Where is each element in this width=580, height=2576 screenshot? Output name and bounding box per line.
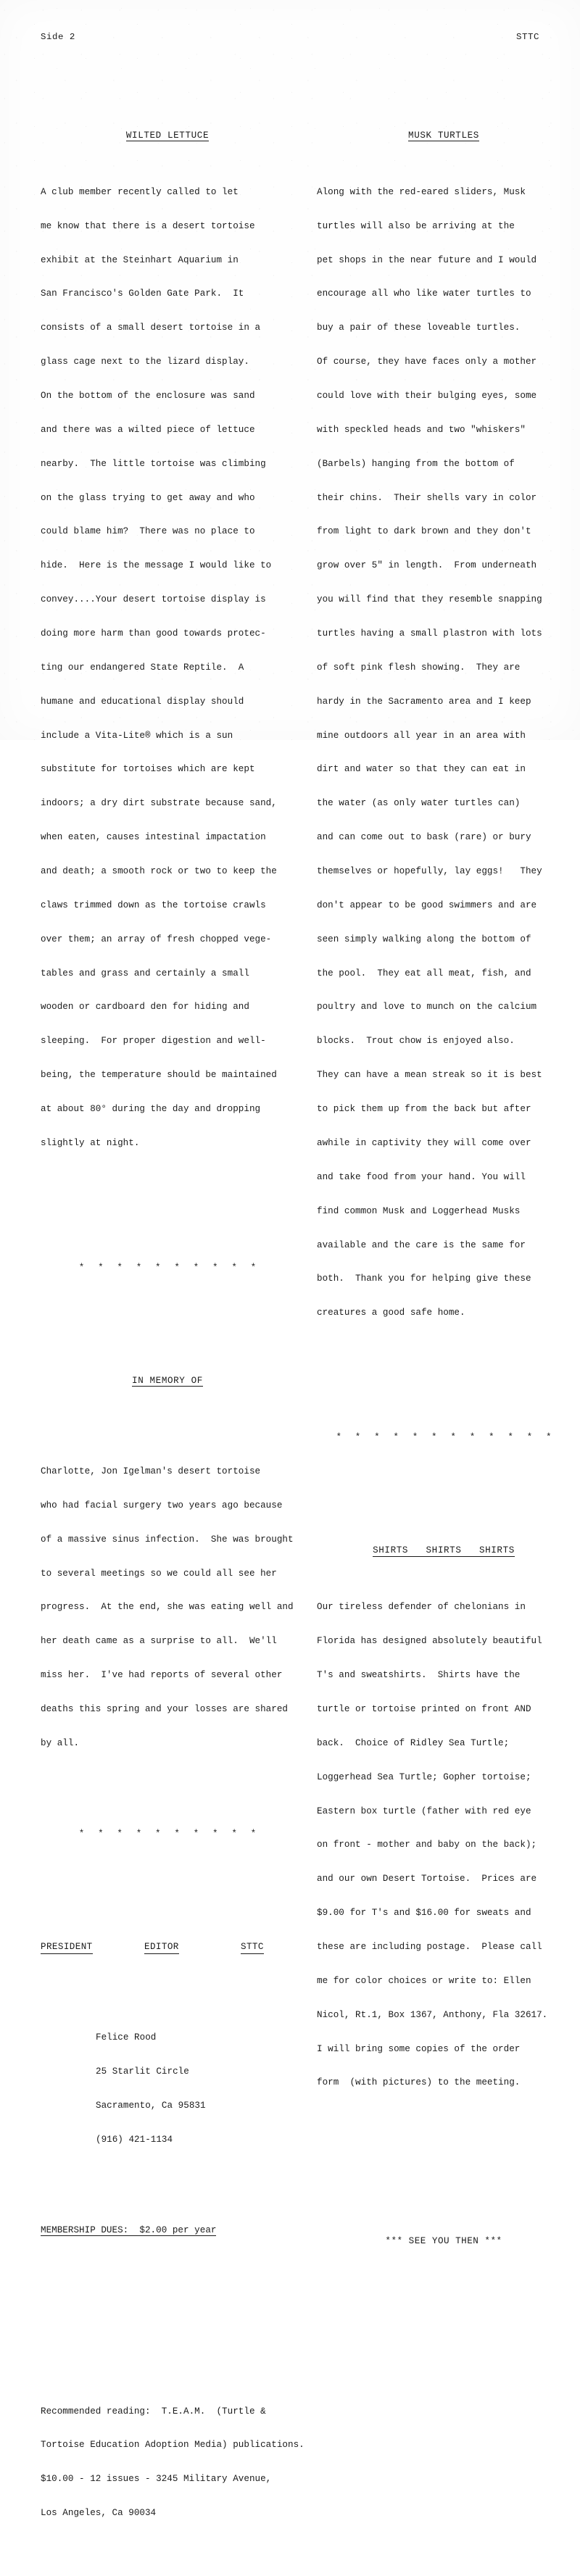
- body-line: hide. Here is the message I would like to: [41, 560, 272, 571]
- body-line: don't appear to be good swimmers and are: [317, 899, 537, 910]
- membership-dues: MEMBERSHIP DUES: $2.00 per year: [41, 2224, 217, 2235]
- body-line: both. Thank you for helping give these: [317, 1274, 531, 1284]
- footnote-line: Los Angeles, Ca 90034: [41, 2508, 157, 2519]
- body-line: They can have a mean streak so it is best: [317, 1070, 542, 1081]
- article-musk-turtles: [317, 108, 571, 1365]
- body-line: turtles will also be arriving at the: [317, 220, 515, 231]
- organization-label: STTC: [516, 32, 539, 42]
- body-line: being, the temperature should be maintained: [41, 1070, 277, 1081]
- body-line: poultry and love to munch on the calcium: [317, 1002, 537, 1013]
- body-line: exhibit at the Steinhart Aquarium in: [41, 254, 239, 265]
- body-line: grow over 5" in length. From underneath: [317, 560, 537, 571]
- body-line: hardy in the Sacramento area and I keep: [317, 696, 531, 707]
- body-line: (Barbels) hanging from the bottom of: [317, 458, 515, 469]
- body-line: include a Vita-Lite® which is a sun: [41, 730, 233, 741]
- body-line: you will find that they resemble snapping: [317, 594, 542, 605]
- body-line: form (with pictures) to the meeting.: [317, 2077, 521, 2088]
- left-column: [41, 62, 304, 2576]
- spacer: [41, 1410, 294, 1421]
- body-line: glass cage next to the lizard display.: [41, 357, 249, 367]
- spacer: [41, 1229, 294, 1240]
- star-separator: * * * * * * * * * *: [78, 1828, 260, 1839]
- body-line: at about 80° during the day and dropping: [41, 1104, 261, 1115]
- body-line: Our tireless defender of chelonians in: [317, 1602, 526, 1613]
- article-heading-wilted-lettuce: WILTED LETTUCE: [125, 130, 210, 141]
- role-editor: EDITOR: [144, 1942, 179, 1954]
- spacer: [317, 2202, 571, 2214]
- spacer: [41, 1863, 294, 1874]
- body-line: their chins. Their shells vary in color: [317, 492, 537, 503]
- body-line: wooden or cardboard den for hiding and: [41, 1002, 249, 1013]
- body-line: sleeping. For proper digestion and well-: [41, 1036, 266, 1047]
- article-heading-musk-turtles: MUSK TURTLES: [408, 130, 479, 141]
- body-line: available and the care is the same for: [317, 1239, 526, 1250]
- body-line: humane and educational display should: [41, 696, 244, 707]
- role-president: PRESIDENT: [41, 1942, 93, 1954]
- body-line: to pick them up from the back but after: [317, 1104, 531, 1115]
- body-line: On the bottom of the enclosure was sand: [41, 391, 255, 402]
- body-line: back. Choice of Ridley Sea Turtle;: [317, 1737, 510, 1748]
- role-row: [41, 1942, 294, 1953]
- body-line: T's and sweatshirts. Shirts have the: [317, 1670, 521, 1681]
- closing-line: *** SEE YOU THEN ***: [385, 2236, 502, 2247]
- body-line: Eastern box turtle (father with red eye: [317, 1806, 531, 1816]
- body-line: $9.00 for T's and $16.00 for sweats and: [317, 1908, 531, 1919]
- body-line: and death; a smooth rock or two to keep the: [41, 866, 277, 877]
- body-line: by all.: [41, 1737, 80, 1748]
- body-line: from light to dark brown and they don't: [317, 526, 531, 537]
- role-organization: STTC: [241, 1942, 264, 1954]
- article-body-wilted-lettuce: [41, 165, 294, 1172]
- phone-line: (916) 421-1134: [96, 2134, 173, 2145]
- body-line: seen simply walking along the bottom of: [317, 934, 531, 944]
- body-line: to several meetings so we could all see her: [41, 1568, 277, 1579]
- body-line: doing more harm than good towards protec-: [41, 628, 266, 639]
- body-line: who had facial surgery two years ago because: [41, 1500, 283, 1511]
- editor-address: [41, 2010, 294, 2169]
- body-line: nearby. The little tortoise was climbing: [41, 458, 266, 469]
- body-line: on front - mother and baby on the back);: [317, 1840, 537, 1850]
- footnote-line: Tortoise Education Adoption Media) publications.: [41, 2440, 304, 2451]
- body-line: me know that there is a desert tortoise: [41, 220, 255, 231]
- body-line: Charlotte, Jon Igelman's desert tortoise: [41, 1466, 261, 1476]
- body-line: San Francisco's Golden Gate Park. It: [41, 288, 244, 299]
- body-line: creatures a good safe home.: [317, 1308, 465, 1318]
- article-body-in-memory-of: [41, 1444, 294, 1772]
- page-side-label: Side 2: [41, 32, 75, 42]
- body-line: miss her. I've had reports of several other: [41, 1670, 283, 1681]
- body-line: over them; an array of fresh chopped vege-: [41, 934, 272, 944]
- spacer: [41, 2327, 294, 2338]
- body-line: awhile in captivity they will come over: [317, 1137, 531, 1148]
- body-line: of a massive sinus infection. She was brought: [41, 1534, 294, 1545]
- body-line: and there was a wilted piece of lettuce: [41, 424, 255, 435]
- body-line: and take food from your hand. You will: [317, 1171, 526, 1182]
- article-heading-in-memory-of: IN MEMORY OF: [132, 1375, 203, 1386]
- body-line: the pool. They eat all meat, fish, and: [317, 968, 531, 979]
- body-line: Of course, they have faces only a mother: [317, 357, 537, 367]
- footnote-line: Recommended reading: T.E.A.M. (Turtle &: [41, 2406, 266, 2417]
- body-line: mine outdoors all year in an area with: [317, 730, 526, 741]
- address-line: Felice Rood: [96, 2032, 157, 2043]
- body-line: when eaten, causes intestinal impactation: [41, 832, 266, 843]
- body-line: A club member recently called to let: [41, 186, 239, 197]
- spacer: [317, 2168, 571, 2180]
- spacer: [317, 1398, 571, 1410]
- article-in-memory-of: [41, 1353, 294, 1795]
- body-line: convey....Your desert tortoise display is: [41, 594, 266, 605]
- body-line: deaths this spring and your losses are shared: [41, 1703, 288, 1714]
- spacer: [41, 2293, 294, 2304]
- body-line: dirt and water so that they can eat in: [317, 764, 526, 775]
- body-line: themselves or hopefully, lay eggs! They: [317, 866, 542, 877]
- body-line: find common Musk and Loggerhead Musks: [317, 1205, 521, 1216]
- recommended-reading-note: [41, 2383, 304, 2542]
- body-line: her death came as a surprise to all. We'll: [41, 1636, 277, 1647]
- body-line: me for color choices or write to: Ellen: [317, 1975, 531, 1986]
- body-line: the water (as only water turtles can): [317, 798, 521, 809]
- body-line: turtle or tortoise printed on front AND: [317, 1703, 531, 1714]
- article-heading-shirts: SHIRTS SHIRTS SHIRTS: [373, 1545, 515, 1556]
- body-line: Along with the red-eared sliders, Musk: [317, 186, 526, 197]
- right-column: [317, 62, 571, 2282]
- spacer: [41, 1297, 294, 1308]
- body-line: could blame him? There was no place to: [41, 526, 255, 537]
- address-line: 25 Starlit Circle: [96, 2066, 189, 2077]
- body-line: ting our endangered State Reptile. A: [41, 662, 244, 673]
- page-running-head: [0, 32, 580, 46]
- star-separator: * * * * * * * * * *: [78, 1262, 260, 1273]
- body-line: and can come out to bask (rare) or bury: [317, 832, 531, 843]
- body-line: and our own Desert Tortoise. Prices are: [317, 1874, 537, 1885]
- spacer: [317, 1466, 571, 1478]
- article-shirts: [317, 1523, 571, 2135]
- body-line: consists of a small desert tortoise in a: [41, 323, 261, 333]
- body-line: turtles having a small plastron with lots: [317, 628, 542, 639]
- body-line: pet shops in the near future and I would: [317, 254, 537, 265]
- body-line: slightly at night.: [41, 1137, 140, 1148]
- body-line: on the glass trying to get away and who: [41, 492, 255, 503]
- article-body-shirts: [317, 1579, 571, 2111]
- body-line: could love with their bulging eyes, some: [317, 391, 537, 402]
- body-line: buy a pair of these loveable turtles.: [317, 323, 521, 333]
- body-line: Nicol, Rt.1, Box 1367, Anthony, Fla 32617.: [317, 2009, 548, 2020]
- body-line: of soft pink flesh showing. They are: [317, 662, 521, 673]
- body-line: progress. At the end, she was eating well and: [41, 1602, 294, 1613]
- body-line: Florida has designed absolutely beautiful: [317, 1636, 542, 1647]
- article-body-musk-turtles: [317, 165, 571, 1342]
- body-line: tables and grass and certainly a small: [41, 968, 249, 979]
- star-separator: * * * * * * * * * * * *: [336, 1432, 556, 1443]
- body-line: substitute for tortoises which are kept: [41, 764, 255, 775]
- article-wilted-lettuce: [41, 108, 294, 1195]
- spacer: [41, 2191, 294, 2203]
- body-line: encourage all who like water turtles to: [317, 288, 531, 299]
- body-line: with speckled heads and two "whiskers": [317, 424, 526, 435]
- body-line: indoors; a dry dirt substrate because sand,: [41, 798, 277, 809]
- address-line: Sacramento, Ca 95831: [96, 2100, 206, 2111]
- body-line: blocks. Trout chow is enjoyed also.: [317, 1036, 515, 1047]
- footnote-line: $10.00 - 12 issues - 3245 Military Avenue,: [41, 2474, 272, 2485]
- body-line: Loggerhead Sea Turtle; Gopher tortoise;: [317, 1771, 531, 1782]
- contact-block: [41, 1919, 294, 2259]
- body-line: these are including postage. Please call: [317, 1941, 542, 1952]
- body-line: claws trimmed down as the tortoise crawls: [41, 899, 266, 910]
- body-line: I will bring some copies of the order: [317, 2043, 521, 2054]
